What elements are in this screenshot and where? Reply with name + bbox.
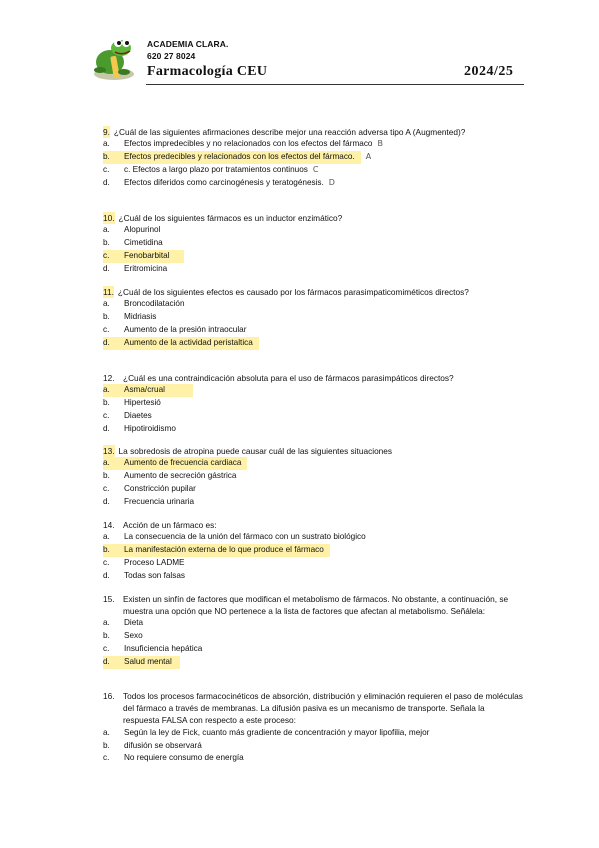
option-letter: b. xyxy=(103,152,110,162)
option-text: Broncodilatación xyxy=(124,299,185,309)
option-letter: d. xyxy=(103,657,110,667)
answer-highlight xyxy=(103,250,184,263)
answer-highlight xyxy=(103,384,193,397)
question-11 xyxy=(103,286,523,350)
question-12 xyxy=(103,372,523,436)
option-b xyxy=(103,470,523,483)
answer-highlight xyxy=(103,656,180,669)
handwritten-mark: D xyxy=(328,177,335,187)
option-a xyxy=(103,138,523,151)
option-letter: a. xyxy=(103,385,110,395)
option-letter: d. xyxy=(103,496,110,506)
question-number: 14. xyxy=(103,520,115,530)
option-letter: c. xyxy=(103,644,110,654)
option-b xyxy=(103,544,523,557)
option-d xyxy=(103,656,523,669)
option-letter: a. xyxy=(103,532,110,542)
option-text: Hipertesió xyxy=(124,398,161,408)
option-text: Frecuencia urinaria xyxy=(124,496,195,506)
option-a xyxy=(103,384,523,397)
option-letter: c. xyxy=(103,558,110,568)
option-text: No requiere consumo de energía xyxy=(124,753,244,763)
option-letter: b. xyxy=(103,471,110,481)
option-text: Salud mental xyxy=(124,657,172,667)
org-phone: 620 27 8024 xyxy=(147,51,196,61)
option-c xyxy=(103,643,523,656)
option-text: Hipotiroidismo xyxy=(124,423,176,433)
option-letter: b. xyxy=(103,631,110,641)
option-c xyxy=(103,164,523,177)
option-c xyxy=(103,483,523,496)
option-letter: c. xyxy=(103,251,110,261)
question-14 xyxy=(103,519,523,583)
question-number: 15. xyxy=(103,594,115,604)
option-d xyxy=(103,496,523,509)
option-a xyxy=(103,727,523,740)
question-text: Existen un sinfín de factores que modifican el metabolismo de fármacos. No obstante, a continuación, se muestra una opción que NO pertenece a la lista de factores que afectan al metabolismo. Señálela: xyxy=(123,594,509,617)
option-letter: d. xyxy=(103,570,110,580)
option-text: Aumento de la actividad peristaltica xyxy=(124,337,253,347)
option-d xyxy=(103,570,523,583)
question-13 xyxy=(103,445,523,509)
option-letter: b. xyxy=(103,740,110,750)
option-text: Aumento de secreción gástrica xyxy=(124,471,237,481)
option-a xyxy=(103,457,523,470)
option-text: Eritromicina xyxy=(124,263,168,273)
option-text: Diaetes xyxy=(124,411,152,421)
option-text: c. Efectos a largo plazo por tratamientos continuos xyxy=(124,165,308,175)
org-info xyxy=(147,38,228,62)
option-letter: d. xyxy=(103,423,110,433)
option-text: Dieta xyxy=(124,618,144,628)
question-15 xyxy=(103,593,523,669)
option-letter: d. xyxy=(103,177,110,187)
option-letter: b. xyxy=(103,238,110,248)
option-text: Efectos predecibles y relacionados con los efectos del fármaco. xyxy=(124,152,355,162)
question-number: 10. xyxy=(103,213,115,223)
question-text: Acción de un fármaco es: xyxy=(123,520,217,530)
option-text: Aumento de frecuencia cardiaca xyxy=(124,458,242,468)
question-text: ¿Cuál de los siguientes fármacos es un inductor enzimático? xyxy=(118,213,343,223)
option-letter: b. xyxy=(103,312,110,322)
option-letter: b. xyxy=(103,398,110,408)
option-letter: c. xyxy=(103,411,110,421)
document-year: 2024/25 xyxy=(464,64,514,79)
question-16 xyxy=(103,690,523,765)
option-letter: d. xyxy=(103,263,110,273)
option-b xyxy=(103,237,523,250)
option-text: Alopurinol xyxy=(124,225,161,235)
option-text: Efectos diferidos como carcinogénesis y teratogénesis. xyxy=(124,177,324,187)
handwritten-mark: A xyxy=(365,152,372,162)
option-text: Proceso LADME xyxy=(124,558,185,568)
option-text: Aumento de la presión intraocular xyxy=(124,325,247,335)
option-letter: c. xyxy=(103,484,110,494)
option-c xyxy=(103,752,523,765)
option-letter: c. xyxy=(103,325,110,335)
option-letter: c. xyxy=(103,165,110,175)
option-text: Fenobarbital xyxy=(124,251,170,261)
question-number: 16. xyxy=(103,691,115,701)
option-text: Cimetidina xyxy=(124,238,163,248)
option-b xyxy=(103,311,523,324)
option-a xyxy=(103,531,523,544)
question-text: ¿Cuál de las siguientes afirmaciones describe mejor una reacción adversa tipo A (Augmented)? xyxy=(113,127,466,137)
option-a xyxy=(103,224,523,237)
option-a xyxy=(103,617,523,630)
option-text: La consecuencia de la unión del fármaco con un sustrato biológico xyxy=(124,532,366,542)
option-text: Midriasis xyxy=(124,312,157,322)
option-text: Según la ley de Fick, cuanto más gradiente de concentración y mayor lipofilia, mejor xyxy=(124,727,430,737)
question-number: 13. xyxy=(103,446,115,456)
option-text: Insuficiencia hepática xyxy=(124,644,203,654)
option-b xyxy=(103,151,523,164)
question-text: La sobredosis de atropina puede causar cuál de las siguientes situaciones xyxy=(118,446,393,456)
option-letter: a. xyxy=(103,618,110,628)
option-b xyxy=(103,397,523,410)
option-text: La manifestación externa de lo que produce el fármaco xyxy=(124,545,324,555)
option-text: difusión se observará xyxy=(124,740,202,750)
question-text: ¿Cuál es una contraindicación absoluta para el uso de fármacos parasimpáticos directos? xyxy=(123,373,454,383)
option-b xyxy=(103,630,523,643)
answer-highlight xyxy=(103,544,330,557)
option-letter: a. xyxy=(103,225,110,235)
option-text: Asma/crual xyxy=(124,385,165,395)
question-9 xyxy=(103,126,523,190)
option-c xyxy=(103,250,523,263)
option-text: Constricción pupilar xyxy=(124,484,196,494)
option-d xyxy=(103,263,523,276)
org-name: ACADEMIA CLARA. xyxy=(147,39,229,49)
option-a xyxy=(103,298,523,311)
option-letter: a. xyxy=(103,458,110,468)
handwritten-mark: B xyxy=(377,139,383,149)
option-b xyxy=(103,740,523,753)
document-title: Farmacología CEU xyxy=(147,64,268,79)
frog-mascot-logo xyxy=(88,34,140,82)
handwritten-mark: C xyxy=(312,165,319,175)
answer-highlight xyxy=(103,151,361,164)
question-text: Todos los procesos farmacocinéticos de absorción, distribución y eliminación requieren el paso de moléculas del fármaco a través de membranas. La difusión pasiva es un mecanismo de transporte. Señala la respuesta FALSA con respecto a este proceso: xyxy=(123,691,523,726)
option-letter: c. xyxy=(103,753,110,763)
question-number: 9. xyxy=(103,127,110,137)
header-divider xyxy=(146,84,524,85)
option-text: Efectos impredecibles y no relacionados con los efectos del fármaco xyxy=(124,139,373,149)
option-d xyxy=(103,177,523,190)
answer-highlight xyxy=(103,337,259,350)
option-letter: d. xyxy=(103,337,110,347)
option-c xyxy=(103,324,523,337)
question-10 xyxy=(103,212,523,276)
answer-highlight xyxy=(103,457,247,470)
option-text: Todas son falsas xyxy=(124,570,185,580)
option-d xyxy=(103,423,523,436)
option-text: Sexo xyxy=(124,631,143,641)
option-letter: a. xyxy=(103,727,110,737)
option-c xyxy=(103,410,523,423)
question-number: 11. xyxy=(103,287,114,297)
question-number: 12. xyxy=(103,373,115,383)
option-letter: b. xyxy=(103,545,110,555)
option-d xyxy=(103,337,523,350)
option-letter: a. xyxy=(103,299,110,309)
question-text: ¿Cuál de los siguientes efectos es causado por los fármacos parasimpaticomiméticos directos? xyxy=(117,287,469,297)
option-letter: a. xyxy=(103,139,110,149)
option-c xyxy=(103,557,523,570)
